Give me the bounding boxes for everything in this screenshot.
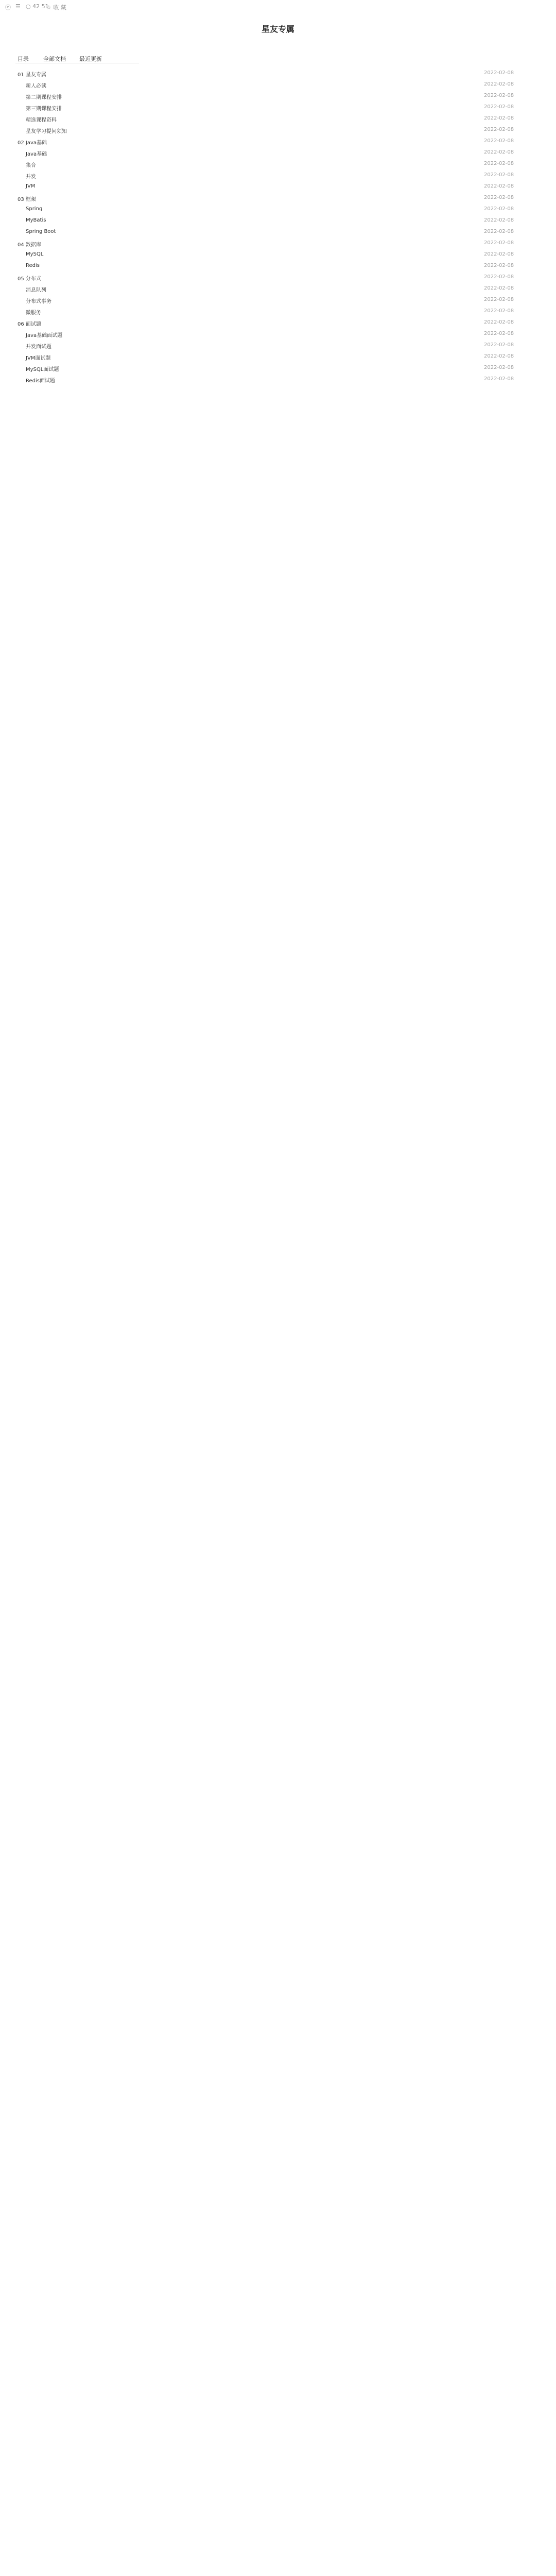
toc-title[interactable]: 04 数据库	[18, 242, 41, 248]
toc-row[interactable]	[0, 238, 556, 249]
toc-date: 2022-02-08	[484, 376, 514, 382]
toc-title[interactable]: MyBatis	[26, 217, 46, 223]
toc-row[interactable]	[0, 249, 556, 261]
toc-title[interactable]: 第二期课程安排	[26, 95, 62, 100]
toc-row[interactable]	[0, 170, 556, 181]
top-navigation	[0, 0, 556, 16]
toc-title[interactable]: 分布式事务	[26, 299, 51, 304]
toc-title[interactable]: JVM面试题	[26, 355, 51, 361]
toc-row[interactable]	[0, 204, 556, 215]
toc-row[interactable]	[0, 261, 556, 272]
toc-date: 2022-02-08	[484, 308, 514, 314]
toc-row[interactable]	[0, 68, 556, 79]
toc-row[interactable]	[0, 317, 556, 329]
nav-item[interactable]: ☰	[15, 3, 21, 10]
toc-title[interactable]: Redis	[26, 263, 40, 268]
toc-date: 2022-02-08	[484, 115, 514, 121]
toc-row[interactable]	[0, 306, 556, 317]
page-title: 星友专属	[261, 24, 294, 34]
nav-item[interactable]: ○ 42 51	[26, 3, 49, 10]
toc-title[interactable]: 05 分布式	[18, 276, 41, 282]
toc-row[interactable]	[0, 374, 556, 385]
toc-row[interactable]	[0, 351, 556, 363]
toc-row[interactable]	[0, 215, 556, 227]
tab-all-docs[interactable]: 全部文档	[43, 56, 66, 62]
toc-title[interactable]: 精选课程资料	[26, 117, 57, 123]
toc-date: 2022-02-08	[484, 319, 514, 325]
toc-date: 2022-02-08	[484, 251, 514, 257]
toc-title[interactable]: Redis面试题	[26, 378, 55, 384]
toc-row[interactable]	[0, 147, 556, 159]
toc-date: 2022-02-08	[484, 353, 514, 359]
toc-date: 2022-02-08	[484, 104, 514, 110]
toc-date: 2022-02-08	[484, 127, 514, 132]
toc-date: 2022-02-08	[484, 70, 514, 76]
toc-date: 2022-02-08	[484, 195, 514, 200]
toc-title[interactable]: 第三期课程安排	[26, 106, 62, 112]
toc-row[interactable]	[0, 136, 556, 147]
toc-date: 2022-02-08	[484, 297, 514, 302]
toc-date: 2022-02-08	[484, 229, 514, 234]
toc-row[interactable]	[0, 102, 556, 113]
toc-title[interactable]: 03 框架	[18, 197, 36, 202]
toc-row[interactable]	[0, 340, 556, 351]
toc-title[interactable]: MySQL面试题	[26, 367, 59, 372]
tab-recent[interactable]: 最近更新	[79, 56, 102, 62]
toc-row[interactable]	[0, 181, 556, 193]
toc-title[interactable]: Java基础	[26, 151, 47, 157]
toc-date: 2022-02-08	[484, 217, 514, 223]
toc-row[interactable]	[0, 125, 556, 136]
toc-row[interactable]	[0, 283, 556, 295]
toc-title[interactable]: 星友学习提问须知	[26, 129, 67, 134]
toc-row[interactable]	[0, 113, 556, 125]
toc-date: 2022-02-08	[484, 172, 514, 178]
toc-date: 2022-02-08	[484, 331, 514, 336]
toc-title[interactable]: 并发	[26, 174, 36, 180]
toc-title[interactable]: 01 星友专属	[18, 72, 46, 78]
toc-row[interactable]	[0, 363, 556, 374]
toc-date: 2022-02-08	[484, 161, 514, 166]
toc-title[interactable]: JVM	[26, 183, 36, 189]
toc-date: 2022-02-08	[484, 81, 514, 87]
toc-date: 2022-02-08	[484, 263, 514, 268]
toc-title[interactable]: Spring Boot	[26, 229, 56, 234]
toc-date: 2022-02-08	[484, 149, 514, 155]
toc-date: 2022-02-08	[484, 365, 514, 370]
toc-date: 2022-02-08	[484, 183, 514, 189]
toc-title[interactable]: 消息队列	[26, 287, 46, 293]
toc-row[interactable]	[0, 329, 556, 340]
toc-title[interactable]: 微服务	[26, 310, 41, 316]
toc-row[interactable]	[0, 193, 556, 204]
toc-title[interactable]: 新人必读	[26, 83, 46, 89]
toc-row[interactable]	[0, 159, 556, 170]
toc-date: 2022-02-08	[484, 285, 514, 291]
toc-title[interactable]: 06 面试题	[18, 321, 41, 327]
toc-title[interactable]: Java基础面试题	[26, 333, 63, 338]
toc-row[interactable]	[0, 295, 556, 306]
toc-title[interactable]: MySQL	[26, 251, 44, 257]
toc-date: 2022-02-08	[484, 138, 514, 144]
toc-row[interactable]	[0, 227, 556, 238]
toc-date: 2022-02-08	[484, 342, 514, 348]
toc-date: 2022-02-08	[484, 93, 514, 98]
toc-date: 2022-02-08	[484, 274, 514, 280]
toc-title[interactable]: 并发面试题	[26, 344, 51, 350]
toc-title[interactable]: Spring	[26, 206, 43, 212]
toc-row[interactable]	[0, 272, 556, 283]
toc-date: 2022-02-08	[484, 240, 514, 246]
toc-date: 2022-02-08	[484, 206, 514, 212]
toc-row[interactable]	[0, 91, 556, 102]
toc-title[interactable]: 02 Java基础	[18, 140, 47, 146]
tab-toc[interactable]: 目录	[18, 56, 29, 62]
nav-item[interactable]: ⓔ	[5, 4, 11, 11]
toc-title[interactable]: 集合	[26, 163, 36, 168]
toc-row[interactable]	[0, 79, 556, 91]
nav-item[interactable]: ☆ 收 藏	[46, 4, 66, 11]
